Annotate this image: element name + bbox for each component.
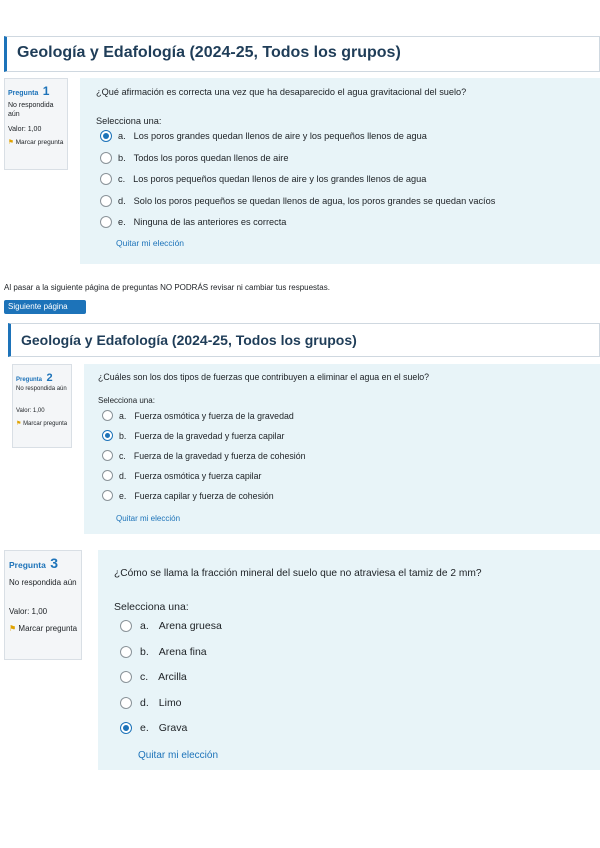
question-text: ¿Qué afirmación es correcta una vez que ha desaparecido el agua gravitacional del suelo? <box>96 87 467 97</box>
clear-choice-link[interactable]: Quitar mi elección <box>116 238 185 248</box>
answer-prompt: Selecciona una: <box>98 396 155 405</box>
question-content-1 <box>80 78 600 264</box>
flag-icon: ⚑ <box>8 139 14 146</box>
radio-button[interactable] <box>120 620 132 632</box>
option-text: Los poros pequeños quedan llenos de aire y los grandes llenos de agua <box>133 174 427 184</box>
answer-prompt: Selecciona una: <box>96 116 162 126</box>
option-letter: a. <box>140 620 149 632</box>
option-letter: e. <box>118 217 126 227</box>
flag-question-label: Marcar pregunta <box>23 421 68 427</box>
question-info-3 <box>4 550 82 660</box>
option-letter: b. <box>118 152 126 163</box>
answer-option[interactable] <box>120 671 187 683</box>
option-letter: c. <box>140 671 149 683</box>
answer-option[interactable] <box>120 697 182 709</box>
question-number: 3 <box>50 555 59 571</box>
option-letter: c. <box>118 174 126 184</box>
question-status: No respondida aún <box>16 386 67 392</box>
radio-button[interactable] <box>120 646 132 658</box>
radio-button[interactable] <box>100 130 112 142</box>
radio-button[interactable] <box>102 430 113 441</box>
flag-question-button[interactable] <box>9 623 79 634</box>
question-number: 2 <box>46 372 53 384</box>
option-letter: d. <box>118 195 126 206</box>
question-value: Valor: 1,00 <box>16 408 45 414</box>
radio-button[interactable] <box>120 671 132 683</box>
radio-button[interactable] <box>102 490 113 501</box>
option-letter: b. <box>140 645 149 658</box>
course-title: Geología y Edafología (2024-25, Todos los grupos) <box>17 44 401 61</box>
next-page-button[interactable]: Siguiente página <box>4 300 86 314</box>
answer-prompt: Selecciona una: <box>114 601 189 613</box>
option-text: Limo <box>158 696 182 709</box>
option-text: Fuerza de la gravedad y fuerza capilar <box>134 430 285 441</box>
option-text: Arena gruesa <box>158 620 222 632</box>
flag-question-button[interactable] <box>16 420 70 428</box>
option-letter: d. <box>119 470 127 481</box>
option-letter: a. <box>119 410 127 421</box>
question-content-3 <box>98 550 600 770</box>
radio-button[interactable] <box>100 152 112 164</box>
course-header-1 <box>4 36 600 72</box>
question-info-2 <box>12 364 72 448</box>
radio-button[interactable] <box>120 697 132 709</box>
answer-option[interactable] <box>120 620 222 632</box>
radio-button[interactable] <box>100 173 112 185</box>
question-label: Pregunta <box>8 90 39 97</box>
radio-button[interactable] <box>102 470 113 481</box>
question-label: Pregunta <box>9 560 46 570</box>
option-text: Todos los poros quedan llenos de aire <box>133 152 289 163</box>
question-status: No respondida aún <box>8 102 54 118</box>
question-content-2 <box>84 364 600 534</box>
answer-option[interactable] <box>100 216 286 228</box>
course-header-2 <box>8 323 600 357</box>
question-label-row <box>16 368 53 386</box>
option-text: Fuerza osmótica y fuerza de la gravedad <box>134 410 294 421</box>
radio-button[interactable] <box>102 450 113 461</box>
radio-button[interactable] <box>100 195 112 207</box>
option-text: Arena fina <box>158 645 207 658</box>
flag-question-button[interactable] <box>8 139 66 147</box>
option-letter: d. <box>140 696 149 709</box>
question-value: Valor: 1,00 <box>8 126 42 133</box>
option-text: Grava <box>158 722 188 734</box>
answer-option[interactable] <box>120 646 207 658</box>
radio-button[interactable] <box>100 216 112 228</box>
option-text: Fuerza osmótica y fuerza capilar <box>134 470 262 481</box>
flag-icon: ⚑ <box>16 421 22 427</box>
radio-button[interactable] <box>102 410 113 421</box>
option-letter: c. <box>119 450 126 461</box>
question-number: 1 <box>42 84 50 98</box>
answer-option[interactable] <box>102 410 294 421</box>
answer-option[interactable] <box>120 722 187 734</box>
course-title: Geología y Edafología (2024-25, Todos los grupos) <box>21 332 357 348</box>
question-label-row <box>8 82 49 100</box>
option-letter: b. <box>119 430 127 441</box>
option-text: Ninguna de las anteriores es correcta <box>133 217 287 227</box>
flag-question-label: Marcar pregunta <box>15 139 64 146</box>
flag-icon: ⚑ <box>9 624 17 633</box>
option-text: Fuerza capilar y fuerza de cohesión <box>134 490 274 501</box>
option-letter: e. <box>119 490 127 501</box>
option-letter: e. <box>140 722 149 734</box>
option-text: Solo los poros pequeños se quedan llenos de agua, los poros grandes se quedan vacíos <box>133 195 496 206</box>
answer-option[interactable] <box>102 470 261 481</box>
question-label: Pregunta <box>16 377 43 383</box>
flag-question-label: Marcar pregunta <box>18 624 78 633</box>
question-value: Valor: 1,00 <box>9 607 48 616</box>
question-text: ¿Cómo se llama la fracción mineral del suelo que no atraviesa el tamiz de 2 mm? <box>114 568 482 579</box>
question-label-row <box>9 555 58 573</box>
option-letter: a. <box>118 131 126 141</box>
answer-option[interactable] <box>102 430 284 441</box>
option-text: Fuerza de la gravedad y fuerza de cohesión <box>133 450 306 461</box>
clear-choice-link[interactable]: Quitar mi elección <box>116 514 181 523</box>
question-info-1 <box>4 78 68 170</box>
answer-option[interactable] <box>100 130 427 142</box>
option-text: Los poros grandes quedan llenos de aire y los pequeños llenos de agua <box>133 131 427 141</box>
option-text: Arcilla <box>158 671 187 683</box>
question-status: No respondida aún <box>9 578 77 587</box>
navigation-notice: Al pasar a la siguiente página de preguntas NO PODRÁS revisar ni cambiar tus respuestas. <box>4 283 330 292</box>
answer-option[interactable] <box>102 490 274 501</box>
answer-option[interactable] <box>102 450 306 461</box>
clear-choice-link[interactable]: Quitar mi elección <box>138 750 219 761</box>
answer-option[interactable] <box>100 195 495 207</box>
radio-button[interactable] <box>120 722 132 734</box>
answer-option[interactable] <box>100 152 288 164</box>
answer-option[interactable] <box>100 173 426 185</box>
question-text: ¿Cuáles son los dos tipos de fuerzas que contribuyen a eliminar el agua en el suelo? <box>98 372 430 382</box>
